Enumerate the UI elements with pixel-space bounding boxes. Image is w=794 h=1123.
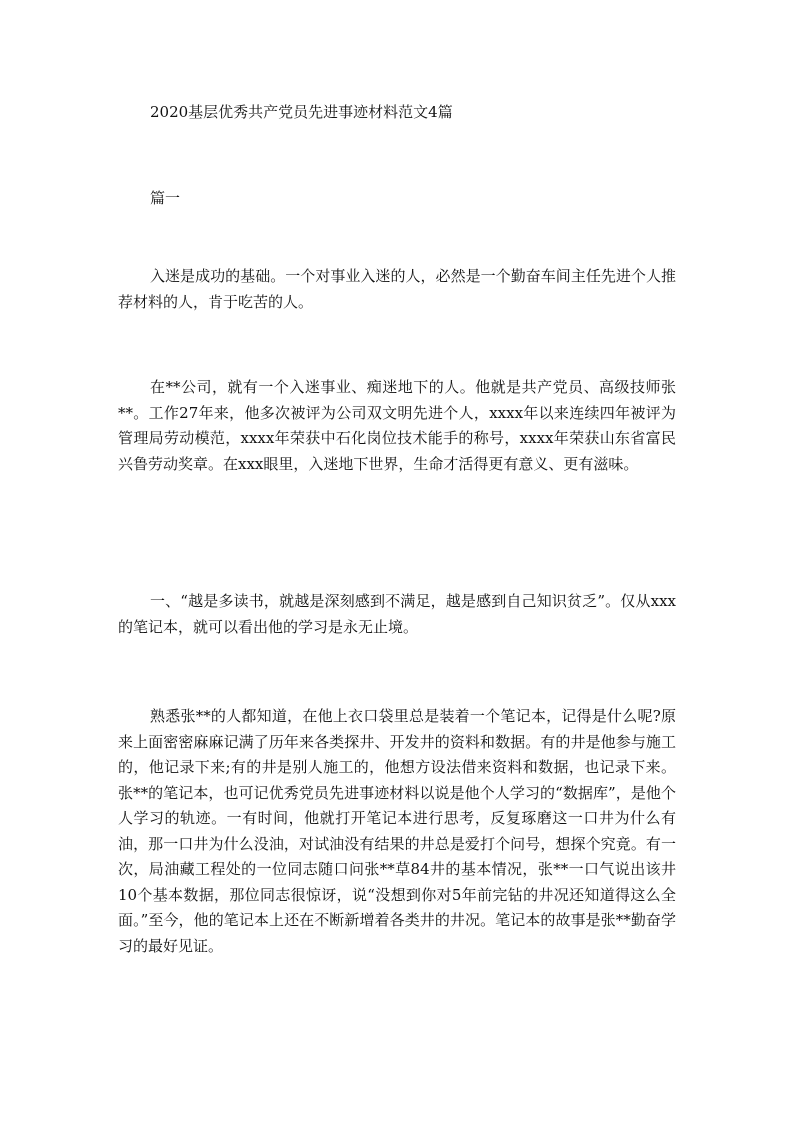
paragraph-3: 一、“越是多读书，就越是深刻感到不满足，越是感到自己知识贫乏”。仅从xxx的笔记本，就可以看出他的学习是永无止境。 xyxy=(118,592,676,636)
paragraph-2: 在**公司，就有一个入迷事业、痴迷地下的人。他就是共产党员、高级技师张**。工作27年来，他多次被评为公司双文明先进个人，xxxx年以来连续四年被评为管理局劳动模范，xxxx年荣获中石化岗位技术能手的称号，xxxx年荣获山东省富民兴鲁劳动奖章。在xxx眼里，入迷地下世界，生命才活得更有意义、更有滋味。 xyxy=(118,378,676,473)
paragraph-4: 熟悉张**的人都知道，在他上衣口袋里总是装着一个笔记本，记得是什么呢?原来上面密密麻麻记满了历年来各类探井、开发井的资料和数据。有的井是他参与施工的，他记录下来;有的井是别人施工的，他想方设法借来资料和数据，也记录下来。张**的笔记本，也可记优秀党员先进事迹材料以说是他个人学习的“数据库”，是他个人学习的轨迹。一有时间，他就打开笔记本进行思考，反复琢磨这一口井为什么有油，那一口井为什么没油，对试油没有结果的井总是爱打个问号，想探个究竟。有一次，局油藏工程处的一位同志随口问张**草84井的基本情况，张**一口气说出该井10个基本数据，那位同志很惊讶，说“没想到你对5年前完钻的井况还知道得这么全面。”至今，他的笔记本上还在不断新增着各类井的井况。笔记本的故事是张**勤奋学习的最好见证。 xyxy=(118,707,676,955)
section-heading: 篇一 xyxy=(150,189,181,207)
paragraph-1: 入迷是成功的基础。一个对事业入迷的人，必然是一个勤奋车间主任先进个人推荐材料的人，肯于吃苦的人。 xyxy=(118,267,676,311)
document-title: 2020基层优秀共产党员先进事迹材料范文4篇 xyxy=(150,103,453,121)
